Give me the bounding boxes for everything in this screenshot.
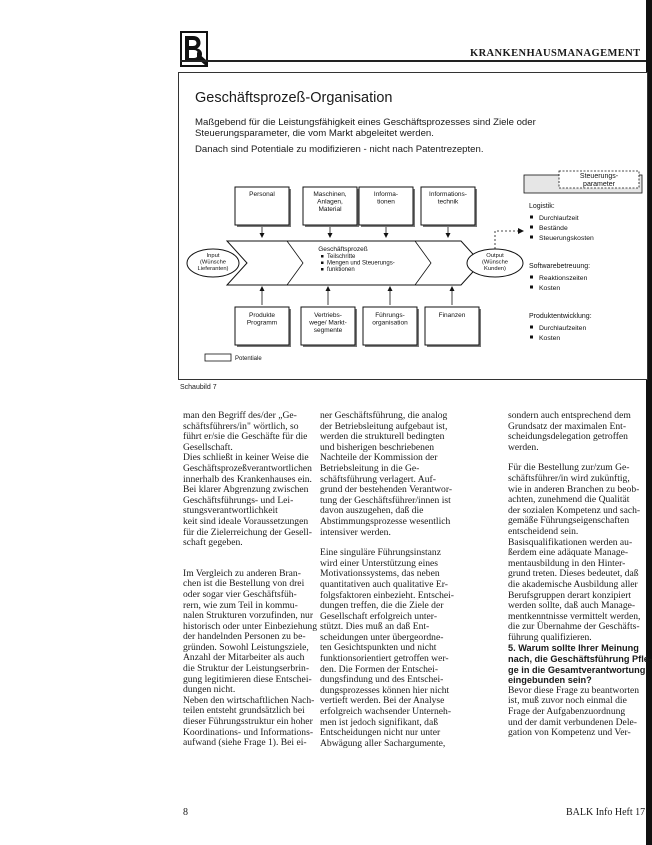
parameter-item: Durchlaufzeiten	[539, 325, 587, 332]
text-line: Abstimmungsprozesse wesentlich	[320, 515, 451, 527]
process-diagram	[179, 73, 647, 379]
output-label: Output	[486, 253, 504, 259]
text-line: dungsfindung und des Entschei-	[320, 674, 444, 686]
text-line: Für die Bestellung zur/zum Ge-	[508, 462, 630, 474]
text-line: Bei klarer Abgrenzung zwischen	[183, 484, 309, 496]
process-item: Mengen und Steuerungs-	[327, 260, 395, 267]
legend-swatch	[205, 354, 231, 361]
arrow-head	[446, 233, 451, 238]
bullet	[530, 226, 533, 229]
text-line: Berufsgruppen derart konzipiert	[508, 589, 632, 601]
text-column-1	[183, 411, 317, 749]
potential-label: tionen	[377, 198, 395, 206]
parameter-item: Reaktionszeiten	[539, 275, 588, 282]
text-line: keit sind ideale Voraussetzungen	[183, 515, 309, 527]
text-line: chen ist die Bestellung von drei	[183, 578, 305, 590]
text-line: mentausbildung in den Hinter-	[508, 557, 626, 569]
potential-label: wege/ Markt-	[309, 319, 347, 327]
text-line: Dies schließt in keiner Weise die	[183, 452, 309, 464]
header-title: KRANKENHAUSMANAGEMENT	[470, 48, 641, 59]
paragraph-gap	[183, 549, 317, 559]
text-line: dieser Führungsstruktur ein hoher	[183, 716, 313, 728]
text-line: Gesellschaft.	[183, 441, 233, 453]
arrow-head	[328, 233, 333, 238]
potential-label: Produkte	[248, 312, 276, 319]
text-line: die zur Übernahme der Geschäfts-	[508, 621, 640, 633]
bullet	[530, 336, 533, 339]
figure-caption: Schaubild 7	[180, 384, 217, 391]
potential-label: segmente	[313, 327, 343, 334]
text-line: ist, muß zuvor noch einmal die	[508, 695, 627, 707]
potential-label: Personal	[249, 191, 275, 198]
legend-label: Potentiale	[235, 356, 262, 362]
text-line: Gesellschaft erfolgreich unter-	[320, 610, 438, 622]
figure-geschaeftsprozess	[178, 72, 648, 380]
text-line: vertieft werden. Bei der Analyse	[320, 695, 445, 707]
text-line: Motivationssystems, das neben	[320, 568, 440, 580]
text-column-2	[320, 411, 454, 749]
text-line: Betriebsleitung in die Ge-	[320, 462, 420, 474]
text-line: dungen treffen, die die Ziele der	[320, 600, 444, 612]
arrow-head	[384, 233, 389, 238]
text-line: führt er/sie die Geschäfte für die	[183, 431, 308, 443]
input-label: Input	[206, 253, 220, 259]
page-number: 8	[183, 807, 188, 818]
input-label: (Wünsche	[199, 259, 227, 266]
arrow-head	[260, 286, 265, 291]
text-line: entscheidend sein.	[508, 525, 579, 537]
text-line: rern, wie zum Teil in kommu-	[183, 599, 298, 611]
question-heading-line: nach, die Geschäftsführung Pfle-	[508, 654, 652, 665]
text-line: Geschäftsprozeßverantwortlichen	[183, 462, 312, 474]
arrow-head	[388, 286, 393, 291]
potential-label: Programm	[246, 319, 278, 327]
text-line: werden die strukturell bedingten	[320, 431, 445, 443]
text-line: Grundsatz der maximalen Ent-	[508, 420, 627, 432]
text-line: folgsfaktoren einbezieht. Entschei-	[320, 589, 454, 601]
figure-intro-line-2: Steuerungsparameter, die vom Markt abgeleitet werden.	[195, 128, 434, 139]
bullet	[530, 216, 533, 219]
text-line: wie in anderen Branchen zu beob-	[508, 483, 640, 495]
text-line: teilen entsteht grundsätzlich bei	[183, 705, 305, 717]
bullet	[321, 268, 324, 271]
text-line: Anzahl der Mitarbeiter als auch	[183, 652, 305, 664]
bullet	[321, 255, 324, 258]
text-line: mentkenntnisse vermittelt werden,	[508, 610, 641, 622]
figure-title: Geschäftsprozeß-Organisation	[195, 90, 393, 106]
text-line: Neben den wirtschaftlichen Nach-	[183, 694, 315, 706]
input-label: Lieferanten)	[197, 266, 229, 272]
arrow-head	[326, 286, 331, 291]
text-line: dungsprozesses können hier nicht	[320, 684, 450, 696]
text-line: tung der Geschäftsführer/innen ist	[320, 494, 451, 506]
text-line: sondern auch entsprechend dem	[508, 410, 631, 421]
text-line: die akademische Ausbildung aller	[508, 578, 638, 590]
text-line: davon auszugehen, daß die	[320, 505, 424, 517]
arrow-head	[518, 228, 524, 234]
steering-header-text: Steuerungs-	[579, 173, 619, 180]
text-line: der handelnden Personen zu be-	[183, 631, 306, 643]
text-line: erfolgreich wachsender Unterneh-	[320, 706, 452, 718]
potential-label: Informations-	[429, 191, 467, 198]
text-line: und der damit verbundenen Dele-	[508, 716, 637, 728]
parameter-group-title: Produktentwicklung:	[529, 313, 592, 320]
process-item: Teilschritte	[327, 254, 356, 260]
output-label: Kunden)	[484, 266, 506, 272]
text-line: gung legitimieren diese Entschei-	[183, 673, 312, 685]
text-line: ßerdem eine adäquate Manage-	[508, 547, 629, 559]
bullet	[530, 276, 533, 279]
text-line: man den Begriff des/der „Ge-	[183, 410, 297, 421]
arrow-head	[450, 286, 455, 291]
text-line: stungsverantwortlichkeit	[183, 505, 278, 517]
text-line: schaft gegeben.	[183, 537, 243, 549]
bullet	[530, 286, 533, 289]
text-line: gation von Kompetenz und Ver-	[508, 727, 631, 739]
steering-header-text: parameter	[583, 181, 615, 188]
text-line: scheidungen unter übergeordne-	[320, 631, 444, 643]
text-line: Bevor diese Frage zu beantworten	[508, 684, 640, 696]
text-line: dungen nicht.	[183, 684, 236, 696]
text-line: historisch oder unter Einbeziehung	[183, 620, 318, 632]
text-line: gründen. Sowohl Leistungsziele,	[183, 641, 309, 653]
text-line: schäftsführer/in wird zukünftig,	[508, 472, 630, 484]
text-line: Koordinations- und Informations-	[183, 726, 314, 738]
bullet	[321, 262, 324, 265]
question-heading-line: 5. Warum sollte Ihrer Meinung	[508, 643, 639, 654]
bullet	[530, 326, 533, 329]
balk-logo	[180, 30, 210, 68]
parameter-item: Bestände	[539, 225, 568, 232]
text-line: werden.	[508, 441, 539, 453]
text-line: Frage der Aufgabenzuordnung	[508, 706, 626, 718]
text-line: grund treten. Dieses bedeutet, daß	[508, 568, 639, 580]
text-line: aufwand (siehe Frage 1). Bei ei-	[183, 737, 307, 749]
text-line: scheidungsdelegation getroffen	[508, 431, 628, 443]
feedback-line	[495, 231, 521, 249]
text-line: gemäße Führungseigenschaften	[508, 515, 630, 527]
bullet	[530, 236, 533, 239]
parameter-group-title: Softwarebetreuung:	[529, 263, 591, 270]
text-line: werden sollte, daß auch Manage-	[508, 600, 636, 612]
potential-label: organisation	[372, 319, 408, 327]
text-line: für die Zielerreichung der Gesell-	[183, 526, 312, 538]
text-line: quantitativen auch qualitative Er-	[320, 578, 448, 590]
text-line: Im Vergleich zu anderen Bran-	[183, 567, 301, 579]
potential-label: Vertriebs-	[314, 312, 342, 319]
text-column-3	[508, 411, 652, 739]
text-line: nalen Strukturen vorzufinden, nur	[183, 610, 314, 622]
text-line: der Betriebsleitung aufgebaut ist,	[320, 420, 448, 432]
question-heading-line: ge in die Gesamtverantwortung	[508, 664, 646, 675]
text-line: oder sogar vier Geschäftsfüh-	[183, 588, 297, 600]
figure-intro-line-3: Danach sind Potentiale zu modifizieren - nicht nach Patentrezepten.	[195, 144, 484, 155]
parameter-item: Steuerungskosten	[539, 235, 594, 242]
text-line: die Struktur der Leistungserbrin-	[183, 663, 310, 675]
text-line: funktionsorientiert getroffen wer-	[320, 653, 449, 665]
text-line: Geschäftsführungs- und Lei-	[183, 494, 294, 506]
text-line: schäftsführers/in" wörtlich, so	[183, 420, 299, 432]
arrow-head	[260, 233, 265, 238]
text-line: Basisqualifikationen werden au-	[508, 536, 633, 548]
process-title: Geschäftsprozeß	[318, 246, 368, 253]
parameter-group-title: Logistik:	[529, 203, 555, 210]
potential-label: Material	[318, 206, 342, 213]
text-line: und bisherigen beschriebenen	[320, 441, 435, 453]
text-line: Entscheidungen nicht nur unter	[320, 727, 441, 739]
header-rule	[180, 60, 646, 62]
potential-label: Maschinen,	[313, 191, 347, 198]
question-heading-line: eingebunden sein?	[508, 675, 592, 686]
text-line: Eine singuläre Führungsinstanz	[320, 547, 441, 559]
potential-label: Anlagen,	[317, 198, 343, 206]
potential-label: technik	[437, 198, 459, 206]
text-line: ten Gesichtspunkten und nicht	[320, 642, 437, 654]
text-line: der sozialen Kompetenz und sach-	[508, 504, 641, 516]
text-line: Nachteile der Kommission der	[320, 452, 438, 464]
figure-intro-line-1: Maßgebend für die Leistungsfähigkeit eines Geschäftsprozesses sind Ziele oder	[195, 117, 536, 128]
text-line: wird einer Unterstützung eines	[320, 557, 439, 569]
parameter-item: Kosten	[539, 285, 561, 292]
parameter-item: Durchlaufzeit	[539, 215, 579, 222]
parameter-item: Kosten	[539, 335, 561, 342]
text-line: intensiver werden.	[320, 526, 391, 538]
text-line: men ist jedoch signifikant, daß	[320, 716, 439, 728]
text-line: stützt. Dies muß an daß Ent-	[320, 621, 430, 633]
text-line: Abwägung aller Sachargumente,	[320, 737, 446, 749]
text-line: den. Die Formen der Entschei-	[320, 663, 439, 675]
text-line: achten, zunehmend die Qualität	[508, 494, 630, 506]
text-line: schäftsführung verlagert. Auf-	[320, 473, 436, 485]
text-line: führung qualifizieren.	[508, 631, 592, 643]
output-label: (Wünsche	[481, 259, 509, 266]
potential-label: Informa-	[373, 191, 399, 198]
potential-label: Finanzen	[438, 312, 466, 319]
process-item: funktionen	[327, 267, 355, 273]
potential-label: Führungs-	[375, 312, 405, 319]
text-line: innerhalb des Krankenhauses ein.	[183, 473, 312, 485]
text-line: grund der bestehenden Verantwor-	[320, 484, 453, 496]
text-line: ner Geschäftsführung, die analog	[320, 410, 448, 421]
footer-publication: BALK Info Heft 17	[566, 807, 646, 818]
